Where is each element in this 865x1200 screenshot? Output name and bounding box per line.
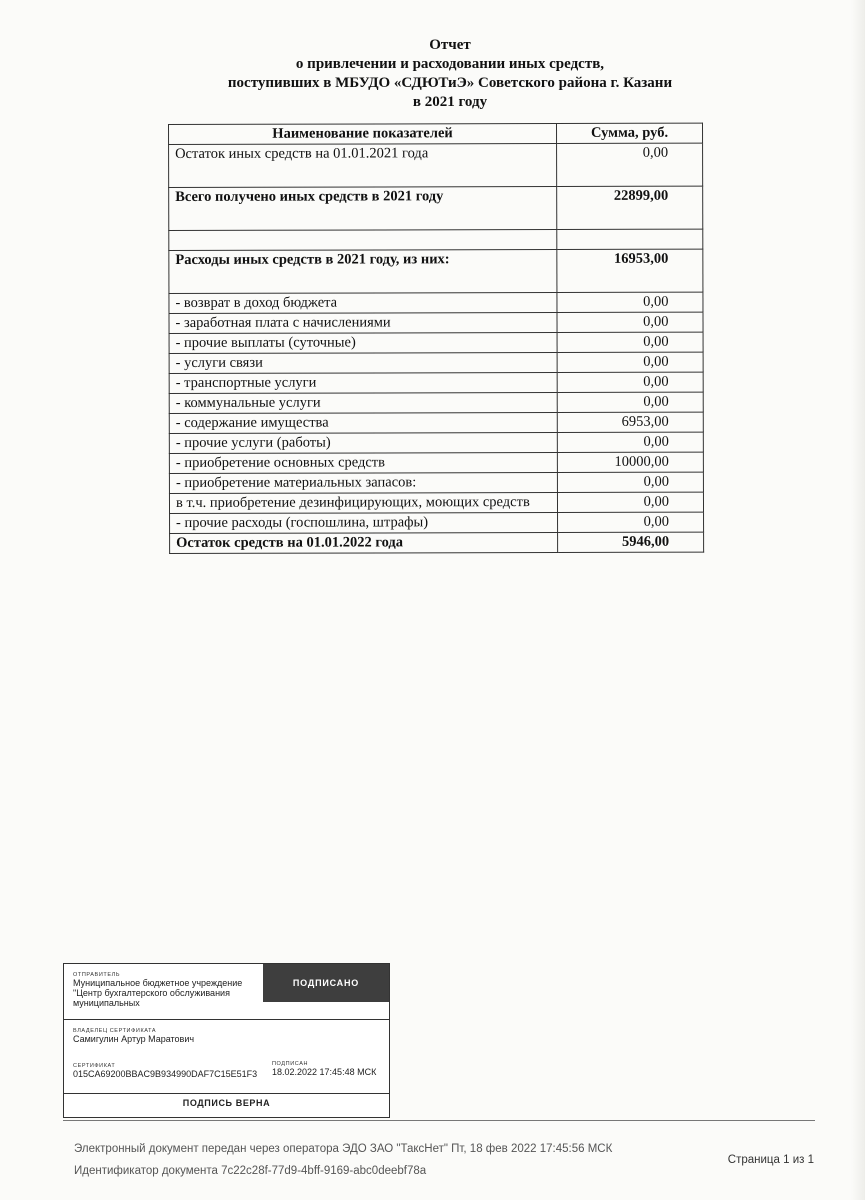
table-row xyxy=(169,472,703,493)
row-total-expenses xyxy=(169,249,703,293)
empty-cell xyxy=(557,229,703,249)
row-value: 0,00 xyxy=(557,472,703,492)
table-row xyxy=(169,432,703,453)
footer-operator-line: Электронный документ передан через оператора ЭДО ЗАО "ТаксНет" Пт, 18 фев 2022 17:45:56 МСК xyxy=(74,1143,613,1155)
signed-at-label: ПОДПИСАН xyxy=(272,1061,309,1067)
stamp-signed-at xyxy=(272,1061,388,1077)
footer-divider xyxy=(63,1120,815,1121)
row-value: 5946,00 xyxy=(558,532,704,552)
report-title xyxy=(170,36,730,112)
title-line-4: в 2021 году xyxy=(412,94,488,110)
signature-stamp xyxy=(63,963,390,1118)
row-label: Всего получено иных средств в 2021 году xyxy=(169,186,557,230)
row-label: Остаток иных средств на 01.01.2021 года xyxy=(169,143,557,187)
stamp-certificate xyxy=(73,1063,263,1079)
col-header-sum: Сумма, руб. xyxy=(557,123,703,143)
row-value: 0,00 xyxy=(558,512,704,532)
page-number: Страница 1 из 1 xyxy=(727,1154,814,1166)
signature-valid-text: ПОДПИСЬ ВЕРНА xyxy=(182,1098,271,1108)
row-label: - прочие выплаты (суточные) xyxy=(169,332,557,353)
row-value: 10000,00 xyxy=(557,452,703,472)
row-value: 6953,00 xyxy=(557,412,703,432)
footer-document-id: Идентификатор документа 7c22c28f-77d9-4bff-9169-abc0deebf78a xyxy=(74,1165,427,1177)
row-total-received xyxy=(169,186,703,230)
empty-cell xyxy=(169,229,557,250)
col-header-name: Наименование показателей xyxy=(169,123,557,144)
row-value: 0,00 xyxy=(557,143,703,186)
signed-at-value: 18.02.2022 17:45:48 МСК xyxy=(272,1067,377,1077)
table-header-row xyxy=(169,123,703,144)
row-label: - прочие расходы (госпошлина, штрафы) xyxy=(170,512,558,533)
row-value: 0,00 xyxy=(557,372,703,392)
row-label: - приобретение материальных запасов: xyxy=(169,472,557,493)
table-row xyxy=(169,352,703,373)
row-value: 0,00 xyxy=(557,292,703,312)
cert-value: 015CA69200BBAC9B934990DAF7C15E51F3 xyxy=(73,1069,258,1079)
row-value: 0,00 xyxy=(557,432,703,452)
row-value: 0,00 xyxy=(557,352,703,372)
table-row xyxy=(170,512,704,533)
row-value: 0,00 xyxy=(557,312,703,332)
table-row xyxy=(169,332,703,353)
row-label: в т.ч. приобретение дезинфицирующих, моющих средств xyxy=(169,492,557,513)
row-value: 0,00 xyxy=(557,392,703,412)
table-row xyxy=(169,372,703,393)
stamp-sender xyxy=(73,972,253,1008)
stamp-owner xyxy=(73,1028,373,1044)
row-label: - содержание имущества xyxy=(169,412,557,433)
table-row xyxy=(169,312,703,333)
row-label: Расходы иных средств в 2021 году, из них: xyxy=(169,249,557,293)
footer-info xyxy=(74,1138,612,1182)
table-row xyxy=(169,492,703,513)
report-table xyxy=(168,123,704,554)
row-label: - возврат в доход бюджета xyxy=(169,292,557,313)
row-label: Остаток средств на 01.01.2022 года xyxy=(170,532,558,553)
row-empty xyxy=(169,229,703,250)
table-row xyxy=(169,392,703,413)
cert-label: СЕРТИФИКАТ xyxy=(73,1063,116,1069)
row-opening-balance xyxy=(169,143,703,187)
row-value: 0,00 xyxy=(557,492,703,512)
title-line-3: поступивших в МБУДО «СДЮТиЭ» Советского района г. Казани xyxy=(227,75,673,91)
table-row xyxy=(169,292,703,313)
stamp-divider xyxy=(64,1019,389,1020)
row-value: 22899,00 xyxy=(557,186,703,229)
owner-value: Самигулин Артур Маратович xyxy=(73,1034,195,1044)
row-value: 16953,00 xyxy=(557,249,703,292)
stamp-divider xyxy=(64,1093,389,1094)
sender-value: Муниципальное бюджетное учреждение "Центр бухгалтерского обслуживания муниципальных xyxy=(73,978,243,1008)
row-label: - заработная плата с начислениями xyxy=(169,312,557,333)
table-row xyxy=(169,412,703,433)
title-line-2: о привлечении и расходовании иных средств, xyxy=(295,56,605,72)
row-label: - коммунальные услуги xyxy=(169,392,557,413)
row-closing-balance xyxy=(170,532,704,553)
row-label: - транспортные услуги xyxy=(169,372,557,393)
title-line-1: Отчет xyxy=(429,37,471,53)
owner-label: ВЛАДЕЛЕЦ СЕРТИФИКАТА xyxy=(73,1028,157,1034)
sender-label: ОТПРАВИТЕЛЬ xyxy=(73,972,121,978)
row-label: - услуги связи xyxy=(169,352,557,373)
page-edge xyxy=(851,0,865,1200)
row-label: - прочие услуги (работы) xyxy=(169,432,557,453)
table-row xyxy=(169,452,703,473)
row-value: 0,00 xyxy=(557,332,703,352)
signed-badge: ПОДПИСАНО xyxy=(263,964,389,1002)
row-label: - приобретение основных средств xyxy=(169,452,557,473)
